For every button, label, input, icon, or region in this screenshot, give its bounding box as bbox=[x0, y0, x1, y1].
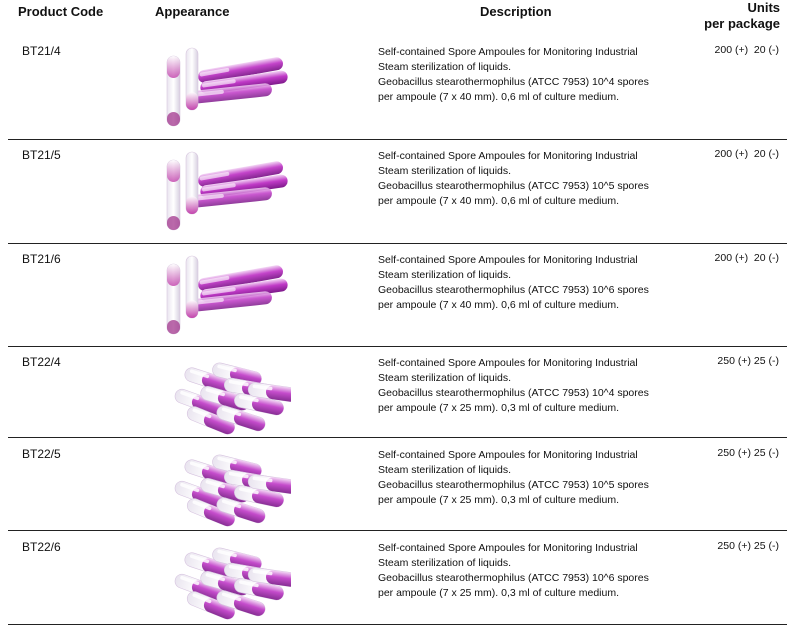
description-line: Self-contained Spore Ampoules for Monitoring Industrial bbox=[378, 542, 638, 554]
product-description bbox=[378, 45, 668, 105]
header-units-line1: Units bbox=[747, 0, 780, 15]
description-line: Geobacillus stearothermophilus (ATCC 7953) 10^4 spores bbox=[378, 76, 649, 88]
description-line: per ampoule (7 x 25 mm). 0,3 ml of culture medium. bbox=[378, 587, 620, 599]
row-divider bbox=[8, 346, 787, 347]
table-row bbox=[8, 355, 787, 437]
description-line: Self-contained Spore Ampoules for Monitoring Industrial bbox=[378, 150, 638, 162]
description-line: Steam sterilization of liquids. bbox=[378, 61, 512, 73]
table-row bbox=[8, 148, 787, 243]
units-per-package: 250 (+) 25 (-) bbox=[717, 540, 779, 552]
description-line: Steam sterilization of liquids. bbox=[378, 372, 512, 384]
description-line: per ampoule (7 x 40 mm). 0,6 ml of culture medium. bbox=[378, 299, 620, 311]
header-product-code: Product Code bbox=[18, 4, 104, 19]
row-divider bbox=[8, 530, 787, 531]
units-per-package: 200 (+) 20 (-) bbox=[714, 252, 779, 264]
row-divider bbox=[8, 243, 787, 244]
product-code: BT21/6 bbox=[22, 252, 61, 266]
description-line: Geobacillus stearothermophilus (ATCC 7953) 10^6 spores bbox=[378, 572, 649, 584]
product-code: BT21/5 bbox=[22, 148, 61, 162]
row-divider bbox=[8, 139, 787, 140]
row-divider bbox=[8, 437, 787, 438]
table-row bbox=[8, 447, 787, 531]
description-line: Steam sterilization of liquids. bbox=[378, 165, 512, 177]
description-line: per ampoule (7 x 25 mm). 0,3 ml of culture medium. bbox=[378, 494, 620, 506]
header-appearance: Appearance bbox=[155, 4, 230, 19]
header-description: Description bbox=[480, 4, 552, 19]
table-row bbox=[8, 252, 787, 347]
description-line: per ampoule (7 x 25 mm). 0,3 ml of culture medium. bbox=[378, 402, 620, 414]
product-description bbox=[378, 253, 668, 313]
description-line: Steam sterilization of liquids. bbox=[378, 269, 512, 281]
table-row bbox=[8, 540, 787, 624]
description-line: Self-contained Spore Ampoules for Monitoring Industrial bbox=[378, 46, 638, 58]
description-line: Steam sterilization of liquids. bbox=[378, 464, 512, 476]
long-ampoules-icon bbox=[156, 248, 291, 338]
long-ampoules-icon bbox=[156, 40, 291, 130]
description-line: Geobacillus stearothermophilus (ATCC 7953) 10^5 spores bbox=[378, 180, 649, 192]
product-description bbox=[378, 149, 668, 209]
short-ampoules-icon bbox=[156, 355, 291, 445]
units-per-package: 250 (+) 25 (-) bbox=[717, 447, 779, 459]
product-description bbox=[378, 448, 668, 508]
units-per-package: 250 (+) 25 (-) bbox=[717, 355, 779, 367]
description-line: Steam sterilization of liquids. bbox=[378, 557, 512, 569]
description-line: per ampoule (7 x 40 mm). 0,6 ml of culture medium. bbox=[378, 195, 620, 207]
product-description bbox=[378, 541, 668, 601]
description-line: Geobacillus stearothermophilus (ATCC 7953) 10^5 spores bbox=[378, 479, 649, 491]
header-units bbox=[700, 0, 780, 32]
long-ampoules-icon bbox=[156, 144, 291, 234]
description-line: per ampoule (7 x 40 mm). 0,6 ml of culture medium. bbox=[378, 91, 620, 103]
header-units-line2: per package bbox=[704, 16, 780, 31]
short-ampoules-icon bbox=[156, 540, 291, 630]
product-code: BT21/4 bbox=[22, 44, 61, 58]
description-line: Self-contained Spore Ampoules for Monitoring Industrial bbox=[378, 357, 638, 369]
product-description bbox=[378, 356, 668, 416]
product-code: BT22/4 bbox=[22, 355, 61, 369]
description-line: Geobacillus stearothermophilus (ATCC 7953) 10^4 spores bbox=[378, 387, 649, 399]
table-row bbox=[8, 44, 787, 139]
units-per-package: 200 (+) 20 (-) bbox=[714, 44, 779, 56]
units-per-package: 200 (+) 20 (-) bbox=[714, 148, 779, 160]
product-code: BT22/5 bbox=[22, 447, 61, 461]
description-line: Self-contained Spore Ampoules for Monitoring Industrial bbox=[378, 449, 638, 461]
description-line: Self-contained Spore Ampoules for Monitoring Industrial bbox=[378, 254, 638, 266]
product-code: BT22/6 bbox=[22, 540, 61, 554]
row-divider bbox=[8, 624, 787, 625]
short-ampoules-icon bbox=[156, 447, 291, 537]
description-line: Geobacillus stearothermophilus (ATCC 7953) 10^6 spores bbox=[378, 284, 649, 296]
